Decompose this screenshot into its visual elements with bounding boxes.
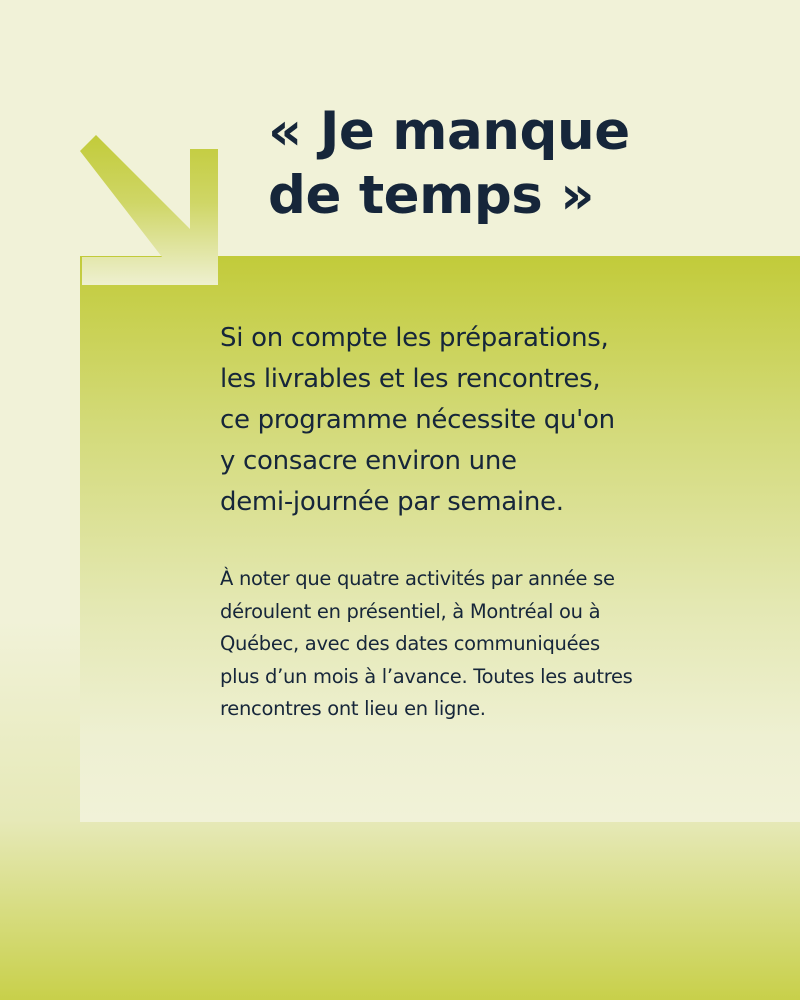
note-line: À noter que quatre activités par année se xyxy=(220,567,615,590)
lead-line: les livrables et les rencontres, xyxy=(220,364,601,394)
title-line: « Je manque xyxy=(268,101,630,162)
lead-line: y consacre environ une xyxy=(220,446,517,476)
title-line: de temps » xyxy=(268,165,595,226)
lead-paragraph xyxy=(220,318,780,523)
note-paragraph xyxy=(220,563,780,726)
lead-line: ce programme nécessite qu'on xyxy=(220,405,615,435)
note-line: plus d’un mois à l’avance. Toutes les autres xyxy=(220,664,633,688)
lead-line: demi-journée par semaine. xyxy=(220,487,564,517)
lead-line: Si on compte les préparations, xyxy=(220,323,609,353)
page-title xyxy=(268,100,788,228)
note-line: rencontres ont lieu en ligne. xyxy=(220,697,486,720)
note-line: Québec, avec des dates communiquées xyxy=(220,632,600,655)
arrow-down-right-icon xyxy=(68,135,223,290)
note-line: déroulent en présentiel, à Montréal ou à xyxy=(220,599,601,623)
